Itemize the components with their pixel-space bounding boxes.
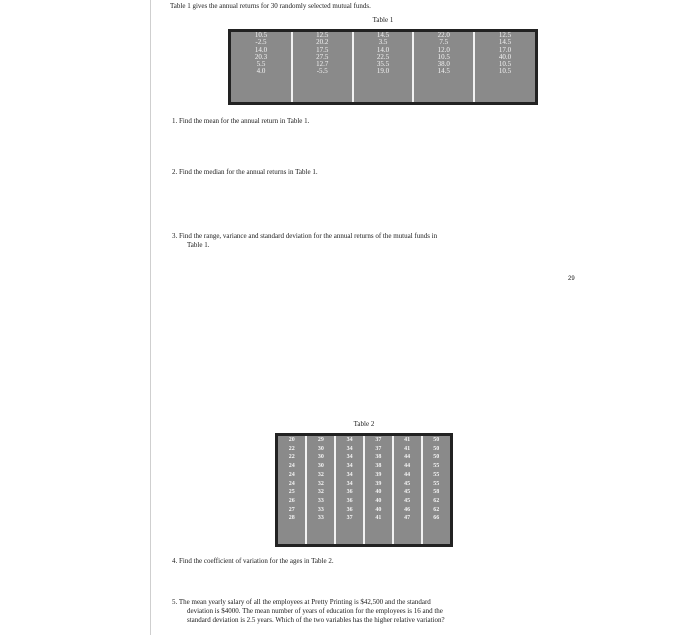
table1 xyxy=(228,29,538,105)
question-3-line-1: 3. Find the range, variance and standard deviation for the annual returns of the mutual funds in xyxy=(172,232,438,240)
question-3-line-2: Table 1. xyxy=(187,241,210,249)
table1-column: 14.5 3.5 14.0 22.5 35.5 19.0 xyxy=(353,31,414,104)
table2-column: 41 41 44 44 44 45 45 45 46 47 xyxy=(393,435,422,546)
question-2: 2. Find the median for the annual returns in Table 1. xyxy=(172,168,318,176)
question-4: 4. Find the coefficient of variation for the ages in Table 2. xyxy=(172,557,334,565)
page-edge-divider xyxy=(150,0,151,635)
question-5-line-2: deviation is $4000. The mean number of years of education for the employees is 16 and the xyxy=(187,607,443,615)
table2-column: 29 30 30 30 32 32 32 33 33 33 xyxy=(306,435,335,546)
table1-column: 22.0 7.5 12.0 10.5 38.0 14.5 xyxy=(413,31,474,104)
table2-column: 50 50 50 55 55 55 58 62 62 66 xyxy=(422,435,452,546)
intro-text: Table 1 gives the annual returns for 30 randomly selected mutual funds. xyxy=(170,2,371,10)
table1-column: 10.5 -2.5 14.0 20.3 5.5 4.0 xyxy=(254,31,268,76)
question-5-line-3: standard deviation is 2.5 years. Which of the two variables has the higher relative variation? xyxy=(187,616,445,624)
table1-column: 12.5 20.2 17.5 27.5 12.7 -5.5 xyxy=(292,31,353,104)
table1-column: 12.5 14.5 17.0 40.0 10.5 10.5 xyxy=(474,31,536,104)
table2-column: 37 37 38 38 39 39 40 40 40 41 xyxy=(364,435,393,546)
question-5-line-1: 5. The mean yearly salary of all the employees at Pretty Printing is $42,500 and the standard xyxy=(172,598,431,606)
question-1: 1. Find the mean for the annual return in Table 1. xyxy=(172,117,310,125)
table1-caption: Table 1 xyxy=(372,16,394,24)
table2-column: 20 22 22 24 24 24 25 26 27 28 xyxy=(288,437,295,522)
table2 xyxy=(275,433,453,547)
table2-column: 34 34 34 34 34 34 36 36 36 37 xyxy=(335,435,364,546)
page-number: 29 xyxy=(568,276,575,282)
table2-caption: Table 2 xyxy=(353,420,375,428)
